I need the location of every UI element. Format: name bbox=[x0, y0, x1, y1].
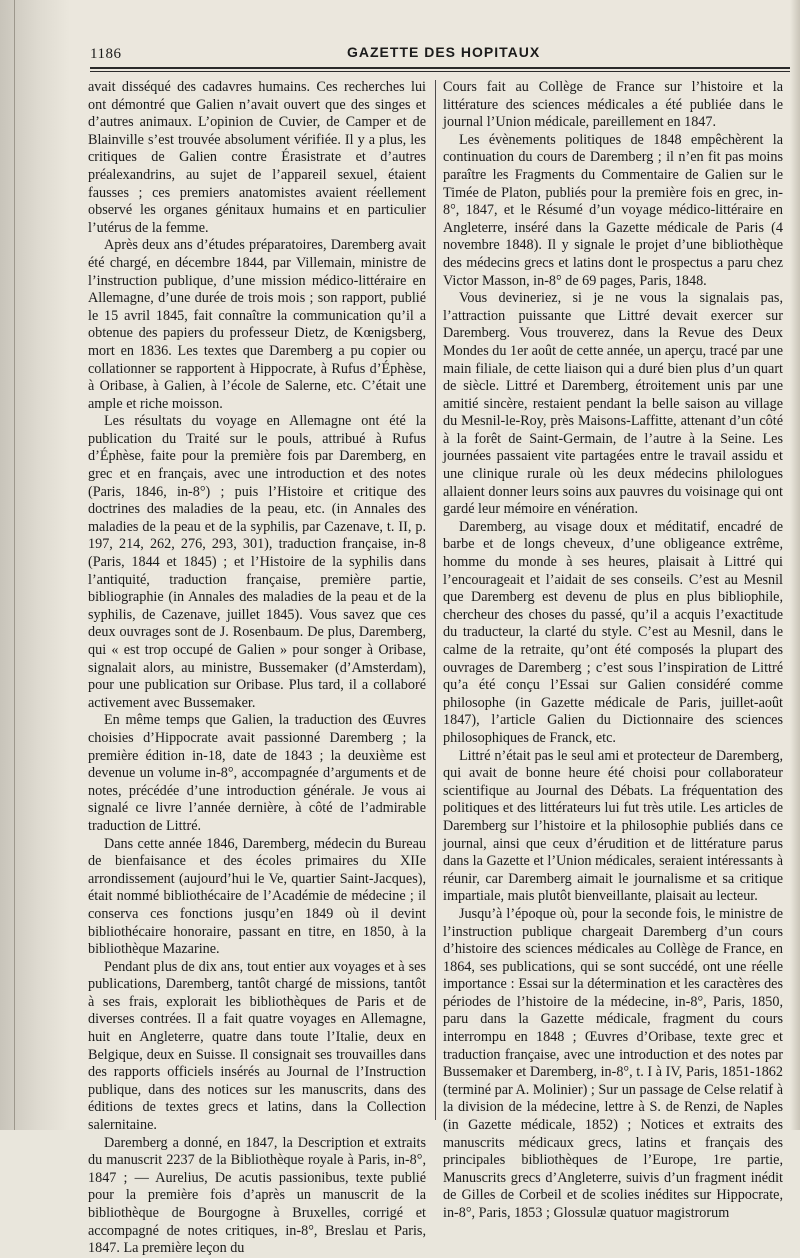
header-rule bbox=[90, 67, 790, 69]
right-page-edge bbox=[790, 0, 800, 1130]
paragraph: En même temps que Galien, la traduction des Œuvres choisies d’Hippocrate avait passionné Daremberg ; la première édition in-18, date de 1843 ; la deuxième est devenue un volume in-8°, accompagnée d’arguments et de notes, précédée d’une introduction générale. Je vous ai signalé ce livre l’année dernière, à côté de l’admirable traduction de Littré. bbox=[88, 712, 426, 834]
paragraph: Les résultats du voyage en Allemagne ont été la publication du Traité sur le pouls, attribué à Rufus d’Éphèse, faite pour la première fois par Daremberg, en grec et en français, avec une introduction et des notes (Paris, 1846, in-8°) ; puis l’Histoire et critique des doctrines des maladies de la peau, etc. (in Annales des maladies de la peau et de la syphilis, par Cazenave, t. II, p. 197, 214, 262, 276, 293, 301), traduction française, in-8 (Paris, 1844 et 1845) ; et l’Histoire de la syphilis dans l’antiquité, traduction française, première partie, bibliographie (in Annales des maladies de la peau et de la syphilis, de Cazenave, juillet 1845). Vous savez que ces deux ouvrages sont de J. Rosenbaum. De plus, Daremberg, qui « est trop occupé de Galien » pour songer à Oribase, signalait alors, au ministre, Bussemaker (d’Amsterdam), pour une publication sur Oribase. Plus tard, il a collaboré activement avec Bussemaker. bbox=[88, 413, 426, 711]
paragraph: Cours fait au Collège de France sur l’histoire et la littérature des sciences médicales a été publiée dans le journal l’Union médicale, pareillement en 1847. bbox=[443, 79, 783, 131]
page-number: 1186 bbox=[90, 46, 122, 62]
paragraph: Après deux ans d’études préparatoires, Daremberg avait été chargé, en décembre 1844, par Villemain, ministre de l’instruction publique, d’une mission médico-littéraire en Allemagne, d’une durée de trois mois ; son rapport, publié le 15 avril 1845, fait connaître la communication qu’il a obtenue des papiers du professeur Dietz, de Kœnigsberg, mort en 1836. Les textes que Daremberg a pu copier ou collationner se rapportent à Hippocrate, à Rufus d’Éphèse, à Oribase, à Galien, à l’école de Salerne, etc. C’était une ample et riche moisson. bbox=[88, 237, 426, 412]
paragraph: avait disséqué des cadavres humains. Ces recherches lui ont démontré que Galien n’avait ouvert que des singes et d’autres animaux. L’opinion de Cuvier, de Camper et de Blainville s’est trouvée absolument vérifiée. Il y a plus, les critiques de Galien contre Érasistrate et d’autres préalexandrins, au sujet de l’appareil sexuel, étaient fausses ; ces premiers anatomistes avaient réellement observé les organes génitaux humains et en particulier l’utérus de la femme. bbox=[88, 79, 426, 236]
column-divider bbox=[435, 80, 436, 1120]
paragraph: Jusqu’à l’époque où, pour la seconde fois, le ministre de l’instruction publique chargeait Daremberg d’un cours d’histoire des sciences médicales au Collège de France, en 1864, ses publications, qui se sont succédé, ont une réelle importance : Essai sur la détermination et les caractères des périodes de l’histoire de la médecine, in-8°, Paris, 1850, paru dans la Gazette médicale, fragment du cours interrompu en 1848 ; Œuvres d’Oribase, texte grec et traduction française, avec une introduction et des notes par Bussemaker et Daremberg, in-8°, t. I à IV, Paris, 1851-1862 (terminé par A. Molinier) ; Sur un passage de Celse relatif à la division de la médecine, lettre à S. de Renzi, de Naples (in Gazette médicale, 1852) ; Notices et extraits des manuscrits médicaux grecs, latins et français des principales bibliothèques de l’Europe, 1re partie, Manuscrits grecs d’Angleterre, suivis d’un fragment inédit de Gilles de Corbeil et de scolies inédites sur Hippocrate, in-8°, Paris, 1853 ; Glossulæ quatuor magistrorum bbox=[443, 905, 783, 1221]
paragraph: Littré n’était pas le seul ami et protecteur de Daremberg, qui avait de bonne heure été choisi pour collaborateur scientifique au Journal des Débats. La fréquentation des politiques et des littérateurs lui fut très utile. Les articles de Daremberg sur l’histoire et la philosophie publiés dans ce journal, ainsi que ceux d’érudition et de littérature parus dans la Gazette et l’Union médicales, seraient intéressants à réunir, car Daremberg aimait le journalisme et sa critique impartiale, mais plutôt bienveillante, plaisait au lecteur. bbox=[443, 747, 783, 905]
header-rule-thin bbox=[90, 71, 790, 72]
running-head bbox=[90, 44, 780, 66]
journal-title: GAZETTE DES HOPITAUX bbox=[347, 44, 541, 60]
paragraph: Dans cette année 1846, Daremberg, médecin du Bureau de bienfaisance et des écoles primaires du XIIe arrondissement (aujourd’hui le Ve, quartier Saint-Jacques), était nommé bibliothécaire de l’Académie de médecine ; il conserva ces fonctions jusqu’en 1849 où il devint bibliothécaire honoraire, passant en titre, en 1850, à la bibliothèque Mazarine. bbox=[88, 835, 426, 958]
left-column bbox=[88, 79, 426, 1258]
paragraph: Daremberg a donné, en 1847, la Description et extraits du manuscrit 2237 de la Bibliothèque royale à Paris, in-8°, 1847 ; — Aurelius, De acutis passionibus, texte publié pour la première fois d’après un manuscrit de la bibliothèque de Bourgogne à Bruxelles, corrigé et accompagné de notes critiques, in-8°, Breslau et Paris, 1847. La première leçon du bbox=[88, 1134, 426, 1257]
paragraph: Pendant plus de dix ans, tout entier aux voyages et à ses publications, Daremberg, tantôt chargé de missions, tantôt à ses frais, explorait les bibliothèques de Paris et de diverses contrées. Il a fait quatre voyages en Allemagne, huit en Angleterre, quatre dans toute l’Italie, deux en Belgique, deux en Suisse. Il consignait ses trouvailles dans des rapports officiels insérés au Journal de l’Instruction publique, dans des notices sur les manuscrits, dans des éditions de textes grecs et latins, dans la Collection salernitaine. bbox=[88, 958, 426, 1134]
right-column bbox=[443, 79, 783, 1223]
paragraph: Daremberg, au visage doux et méditatif, encadré de barbe et de longs cheveux, d’une obligeance extrême, homme du monde à ses heures, plaisait à Littré qui l’encourageait et l’aidait de ses conseils. C’est au Mesnil que Daremberg est devenu de plus en plus bibliophile, chercheur des choses du passé, qu’il a acquis l’exactitude du traducteur, la clarté du style. C’est au Mesnil, dans le calme de la retraite, qu’ont été composés la plupart des ouvrages de Daremberg ; c’est sous l’inspiration de Littré qu’a été conçu l’Essai sur Galien considéré comme philosophe (in Gazette médicale de Paris, juillet-août 1847), l’article Galien du Dictionnaire des sciences philosophiques de Franck, etc. bbox=[443, 518, 783, 746]
binding-edge bbox=[14, 0, 15, 1130]
paragraph: Vous devineriez, si je ne vous la signalais pas, l’attraction puissante que Littré devait exercer sur Daremberg. Vous trouverez, dans la Revue des Deux Mondes du 1er août de cette année, un aperçu, tracé par une main filiale, de cette liaison qui a duré bien plus d’un quart de siècle. Littré et Daremberg, étroitement unis par une amitié sincère, restaient pendant la belle saison au village du Mesnil-le-Roy, près Maisons-Laffitte, attenant d’un côté à la forêt de Saint-Germain, de l’autre à la Seine. Les journées passaient vite partagées entre le travail assidu et une clinique rurale où les deux médecins philologues allaient donner leurs soins aux pauvres du voisinage qui ont gardé leur mémoire en vénération. bbox=[443, 290, 783, 518]
page-margin-shadow bbox=[0, 0, 70, 1130]
paragraph: Les évènements politiques de 1848 empêchèrent la continuation du cours de Daremberg ; il n’en fit pas moins paraître les Fragments du Commentaire de Galien sur le Timée de Platon, publiés pour la première fois en grec, in-8°, 1847, et le Résumé d’un voyage médico-littéraire en Angleterre, inséré dans la Gazette médicale de Paris (4 novembre 1848). Il y signale le projet d’une bibliothèque des médecins grecs et latins dont le prospectus a paru chez Victor Masson, in-8° de 69 pages, Paris, 1848. bbox=[443, 131, 783, 289]
